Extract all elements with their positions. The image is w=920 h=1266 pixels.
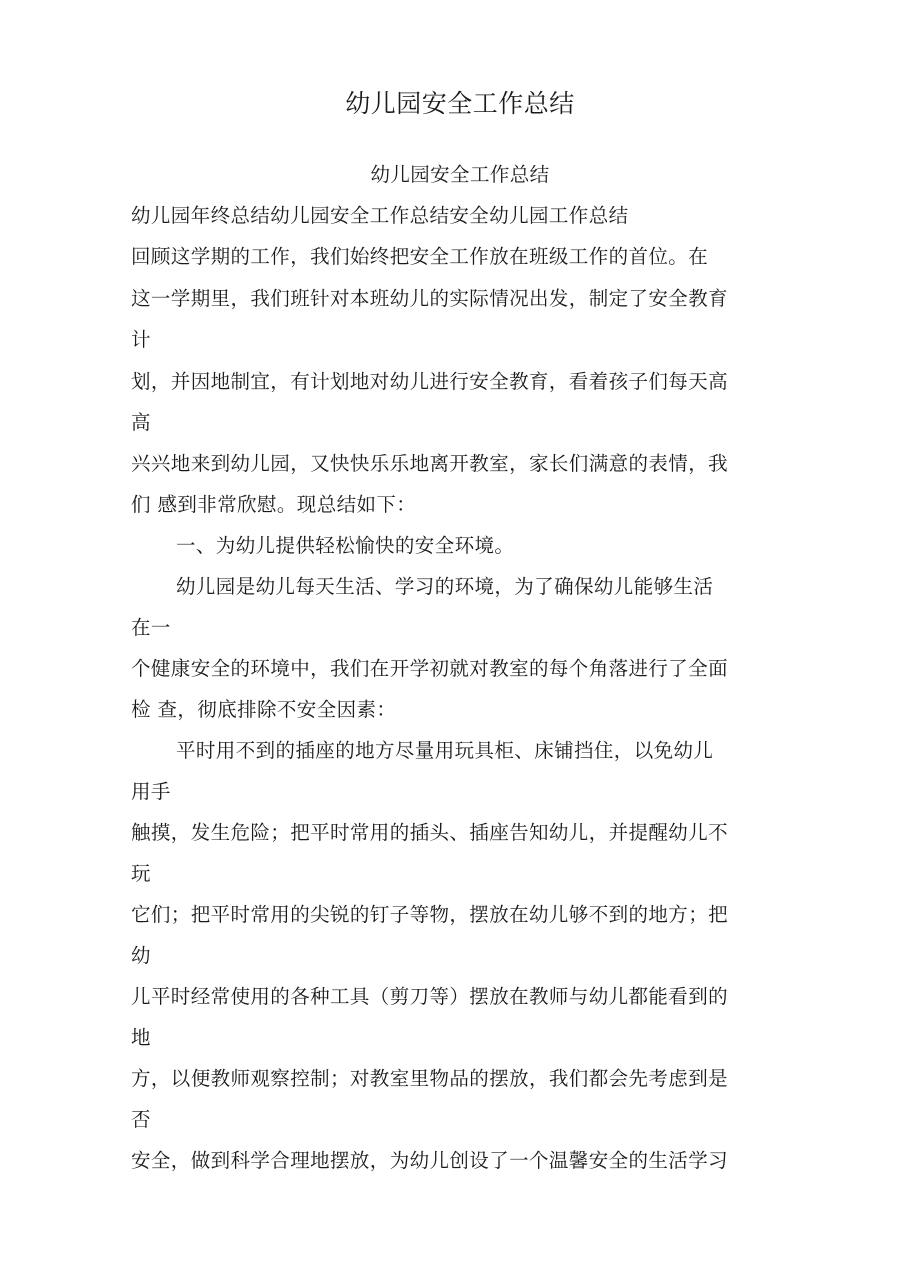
body-line: 玩 xyxy=(131,862,151,885)
body-line: 计 xyxy=(131,328,151,351)
body-line: 回顾这学期的工作，我们始终把安全工作放在班级工作的首位。在 xyxy=(131,245,709,268)
body-line: 在一 xyxy=(131,616,171,639)
body-line: 儿平时经常使用的各种工具（剪刀等）摆放在教师与幼儿都能看到的 xyxy=(131,985,729,1008)
document-subtitle: 幼儿园安全工作总结 xyxy=(370,163,550,186)
document-title: 幼儿园安全工作总结 xyxy=(345,89,575,118)
body-line: 划，并因地制宜，有计划地对幼儿进行安全教育，看着孩子们每天高 xyxy=(131,370,729,393)
body-line: 地 xyxy=(131,1026,151,1049)
body-line: 们 感到非常欣慰。现总结如下： xyxy=(131,493,417,516)
body-line: 平时用不到的插座的地方尽量用玩具柜、床铺挡住，以免幼儿 xyxy=(176,739,714,762)
body-line: 兴兴地来到幼儿园，又快快乐乐地离开教室，家长们满意的表情，我 xyxy=(131,452,729,475)
body-line: 用手 xyxy=(131,780,171,803)
body-line: 幼 xyxy=(131,944,151,967)
body-line: 检 查，彻底排除不安全因素： xyxy=(131,698,397,721)
body-line: 触摸，发生危险；把平时常用的插头、插座告知幼儿，并提醒幼儿不 xyxy=(131,821,729,844)
body-line: 幼儿园是幼儿每天生活、学习的环境，为了确保幼儿能够生活 xyxy=(176,575,714,598)
body-line: 它们；把平时常用的尖锐的钉子等物，摆放在幼儿够不到的地方；把 xyxy=(131,903,729,926)
body-line: 方，以便教师观察控制；对教室里物品的摆放，我们都会先考虑到是 xyxy=(131,1067,729,1090)
body-line: 这一学期里，我们班针对本班幼儿的实际情况出发，制定了安全教育 xyxy=(131,287,729,310)
keywords-line: 幼儿园年终总结幼儿园安全工作总结安全幼儿园工作总结 xyxy=(131,204,629,227)
section-heading: 一、为幼儿提供轻松愉快的安全环境。 xyxy=(176,534,515,557)
body-line: 否 xyxy=(131,1108,151,1131)
body-line: 安全，做到科学合理地摆放，为幼儿创设了一个温馨安全的生活学习 xyxy=(131,1149,729,1172)
body-line: 高 xyxy=(131,411,151,434)
body-line: 个健康安全的环境中，我们在开学初就对教室的每个角落进行了全面 xyxy=(131,657,729,680)
